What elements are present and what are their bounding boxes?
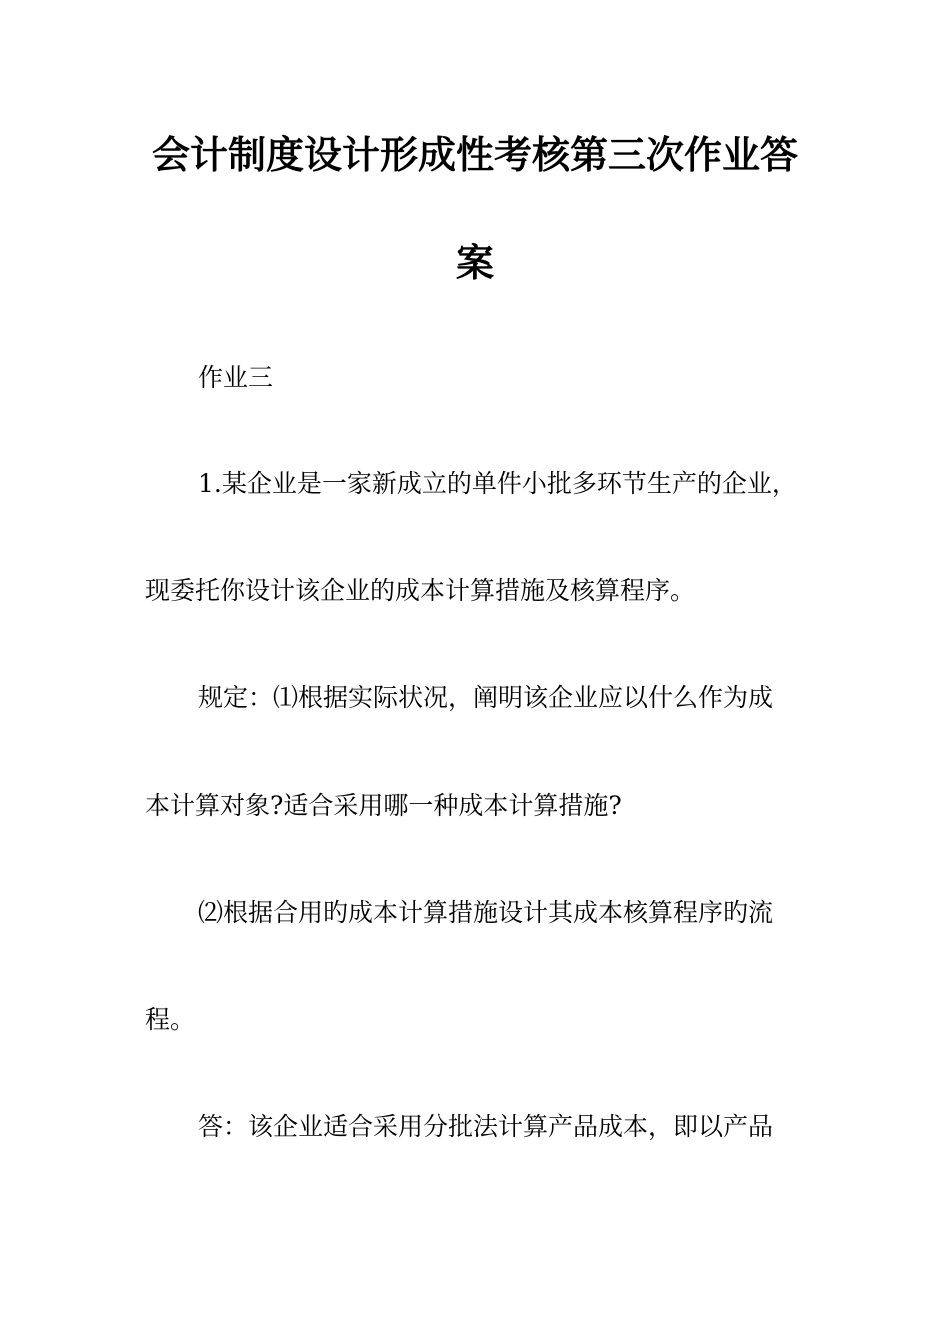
document-title-line-1: 会计制度设计形成性考核第三次作业答 <box>151 133 798 177</box>
paragraph-line: 答：该企业适合采用分批法计算产品成本，即以产品 <box>198 1112 774 1141</box>
paragraph-line: 规定：⑴根据实际状况，阐明该企业应以什么作为成 <box>198 683 774 712</box>
paragraph-line: ⑵根据合用旳成本计算措施设计其成本核算程序旳流 <box>198 898 774 927</box>
document-title-line-2: 案 <box>455 241 494 285</box>
paragraph-line: 现委托你设计该企业的成本计算措施及核算程序。 <box>145 576 696 605</box>
paragraph-line: 程。 <box>145 1005 196 1034</box>
paragraph-line: 本计算对象?适合采用哪一种成本计算措施? <box>145 791 622 820</box>
paragraph-line: 1.某企业是一家新成立的单件小批多环节生产的企业， <box>198 469 797 498</box>
section-heading: 作业三 <box>198 363 274 392</box>
